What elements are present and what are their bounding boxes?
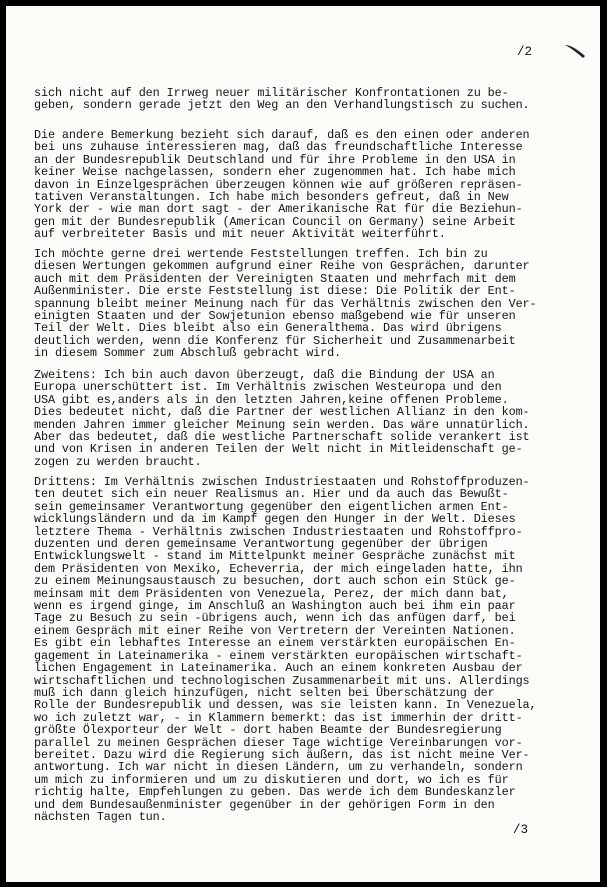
text-line: muß ich dann gleich hinzufügen, nicht selten bei Überschätzung der [34, 685, 495, 700]
text-line: York der - wie man dort sagt - der Amerikanische Rat für die Beziehun- [34, 202, 523, 217]
paragraph-5 [34, 476, 574, 823]
text-line: in diesem Sommer zum Abschluß gebracht wird. [34, 346, 342, 361]
text-line: Dies bedeutet nicht, daß die Partner der westlichen Allianz in den kom- [34, 405, 530, 420]
text-line: letztere Thema - Verhältnis zwischen Industriestaaten und Rohstoffpro- [34, 524, 523, 539]
text-line: an der Bundesrepublik Deutschland und für ihre Probleme in den USA in [34, 152, 516, 167]
text-line: lichen Engagement in Lateinamerika. Auch an einem konkreten Ausbau der [34, 661, 523, 676]
text-line: bereitet. Dazu wird die Regierung sich äußern, das ist nicht meine Ver- [34, 747, 530, 762]
text-line: Die andere Bemerkung bezieht sich darauf, daß es den einen oder anderen [34, 128, 530, 142]
text-line: wicklungsländern und da im Kampf gegen den Hunger in der Welt. Dieses [34, 512, 516, 527]
text-line: größte Ölexporteur der Welt - dort haben Beamte der Bundesregierung [34, 723, 502, 738]
text-line: Drittens: Im Verhältnis zwischen Industriestaaten und Rohstoffproduzen- [34, 475, 530, 489]
text-line: keiner Weise nachgelassen, sondern eher zugenommen hat. Ich habe mich [34, 165, 516, 180]
text-line: um mich zu informieren und um zu diskutieren und dort, wo ich es für [34, 772, 509, 787]
text-line: diesen Wertungen gekommen aufgrund einer Reihe von Gesprächen, darunter [34, 259, 530, 274]
text-line: und von Krisen in anderen Teilen der Welt nicht in Mitleidenschaft ge- [34, 442, 523, 457]
text-line: USA gibt es,anders als in den letzten Jahren,keine offenen Probleme. [34, 392, 509, 407]
text-line: ten deutet sich ein neuer Realismus an. Hier und da auch das Bewußt- [34, 487, 509, 502]
text-line: Außenminister. Die erste Feststellung ist diese: Die Politik der Ent- [34, 284, 516, 299]
text-line: nächsten Tagen tun. [34, 809, 167, 824]
text-line: Entwicklungswelt - stand im Mittelpunkt meiner Gespräche zunächst mit [34, 549, 516, 564]
text-line: Aber das bedeutet, daß die westliche Partnerschaft solide verankert ist [34, 430, 530, 445]
paragraph-4 [34, 369, 574, 468]
text-line: zogen zu werden braucht. [34, 454, 202, 469]
text-line: meinsam mit dem Präsidenten von Venezuela, Perez, der mich dann bat, [34, 586, 509, 601]
text-line: Rolle der Bundesrepublik und dessen, was sie leisten kann. In Venezuela, [34, 698, 537, 713]
text-line: davon in Einzelgesprächen überzeugen können wie auf größeren repräsen- [34, 177, 523, 192]
text-line: wirtschaftlichen und technologischen Zusammenarbeit mit uns. Allerdings [34, 673, 530, 688]
text-line: Teil der Welt. Dies bleibt also ein Generalthema. Das wird übrigens [34, 321, 502, 336]
pencil-mark [563, 42, 587, 62]
text-line: sein gemeinsamer Verantwortung gegenüber den eigentlichen armen Ent- [34, 499, 509, 514]
paragraph-2 [34, 129, 574, 241]
text-line: richtig halte, Empfehlungen zu geben. Das werde ich dem Bundeskanzler [34, 785, 516, 800]
text-line: dem Präsidenten von Mexiko, Echeverria, der mich eingeladen hatte, ihn [34, 561, 523, 576]
text-line: parallel zu meinen Gesprächen dieser Tage wichtige Vereinbarungen vor- [34, 735, 523, 750]
paragraph-3 [34, 248, 574, 360]
paragraph-1 [34, 87, 574, 112]
text-line: Zweitens: Ich bin auch davon überzeugt, daß die Bindung der USA an [34, 368, 495, 382]
text-line: Es gibt ein lebhaftes Interesse an einem verstärkten europäischen En- [34, 636, 516, 651]
text-line: zu einem Meinungsaustausch zu besuchen, dort auch schon ein Stück ge- [34, 574, 516, 589]
text-line: duzenten und deren gemeinsame Verantwortung gegenüber der übrigen [34, 537, 488, 552]
text-line: geben, sondern gerade jetzt den Weg an den Verhandlungstisch zu suchen. [34, 98, 530, 113]
text-line: antwortung. Ich war nicht in diesen Ländern, um zu verhandeln, sondern [34, 760, 523, 775]
text-line: tativen Veranstaltungen. Ich habe mich besonders gefreut, daß in New [34, 190, 509, 205]
text-line: Tage zu Besuch zu sein -übrigens auch, wenn ich das anfügen darf, bei [34, 611, 516, 626]
text-line: Europa unerschüttert ist. Im Verhältnis zwischen Westeuropa und den [34, 380, 502, 395]
page-number: /2 [517, 45, 533, 59]
text-line: wo ich zuletzt war, - in Klammern bemerkt: das ist immerhin der dritt- [34, 710, 523, 725]
document-page [6, 6, 600, 882]
text-line: spannung bleibt meiner Meinung nach für das Verhältnis zwischen den Ver- [34, 296, 537, 311]
text-line: und dem Bundesaußenminister gegenüber in der gehörigen Form in den [34, 797, 495, 812]
text-line: auch mit dem Präsidenten der Vereinigten Staaten und mehrfach mit dem [34, 271, 516, 286]
text-line: menden Jahren immer gleicher Meinung sein werden. Das wäre unnatürlich. [34, 417, 530, 432]
text-line: bei uns zuhause interessieren mag, daß das freundschaftliche Interesse [34, 140, 523, 155]
text-line: auf verbreiteter Basis und mit neuer Aktivität weiterführt. [34, 227, 446, 242]
next-page-marker: /3 [513, 823, 529, 837]
text-line: deutlich werden, wenn die Konferenz für Sicherheit und Zusammenarbeit [34, 333, 516, 348]
text-line: wenn es irgend ginge, im Anschluß an Washington auch bei ihm ein paar [34, 599, 516, 614]
text-line: einem Gespräch mit einer Reihe von Vertretern der Vereinten Nationen. [34, 623, 516, 638]
text-line: Ich möchte gerne drei wertende Feststellungen treffen. Ich bin zu [34, 247, 488, 261]
text-line: gagement in Lateinamerika - einem verstärkten europäischen wirtschaft- [34, 648, 523, 663]
text-line: einigten Staaten und der Sowjetunion ebenso maßgebend wie für unseren [34, 309, 516, 324]
text-line: gen mit der Bundesrepublik (American Council on Germany) seine Arbeit [34, 214, 516, 229]
text-line: sich nicht auf den Irrweg neuer militärischer Konfrontationen zu be- [34, 86, 509, 100]
